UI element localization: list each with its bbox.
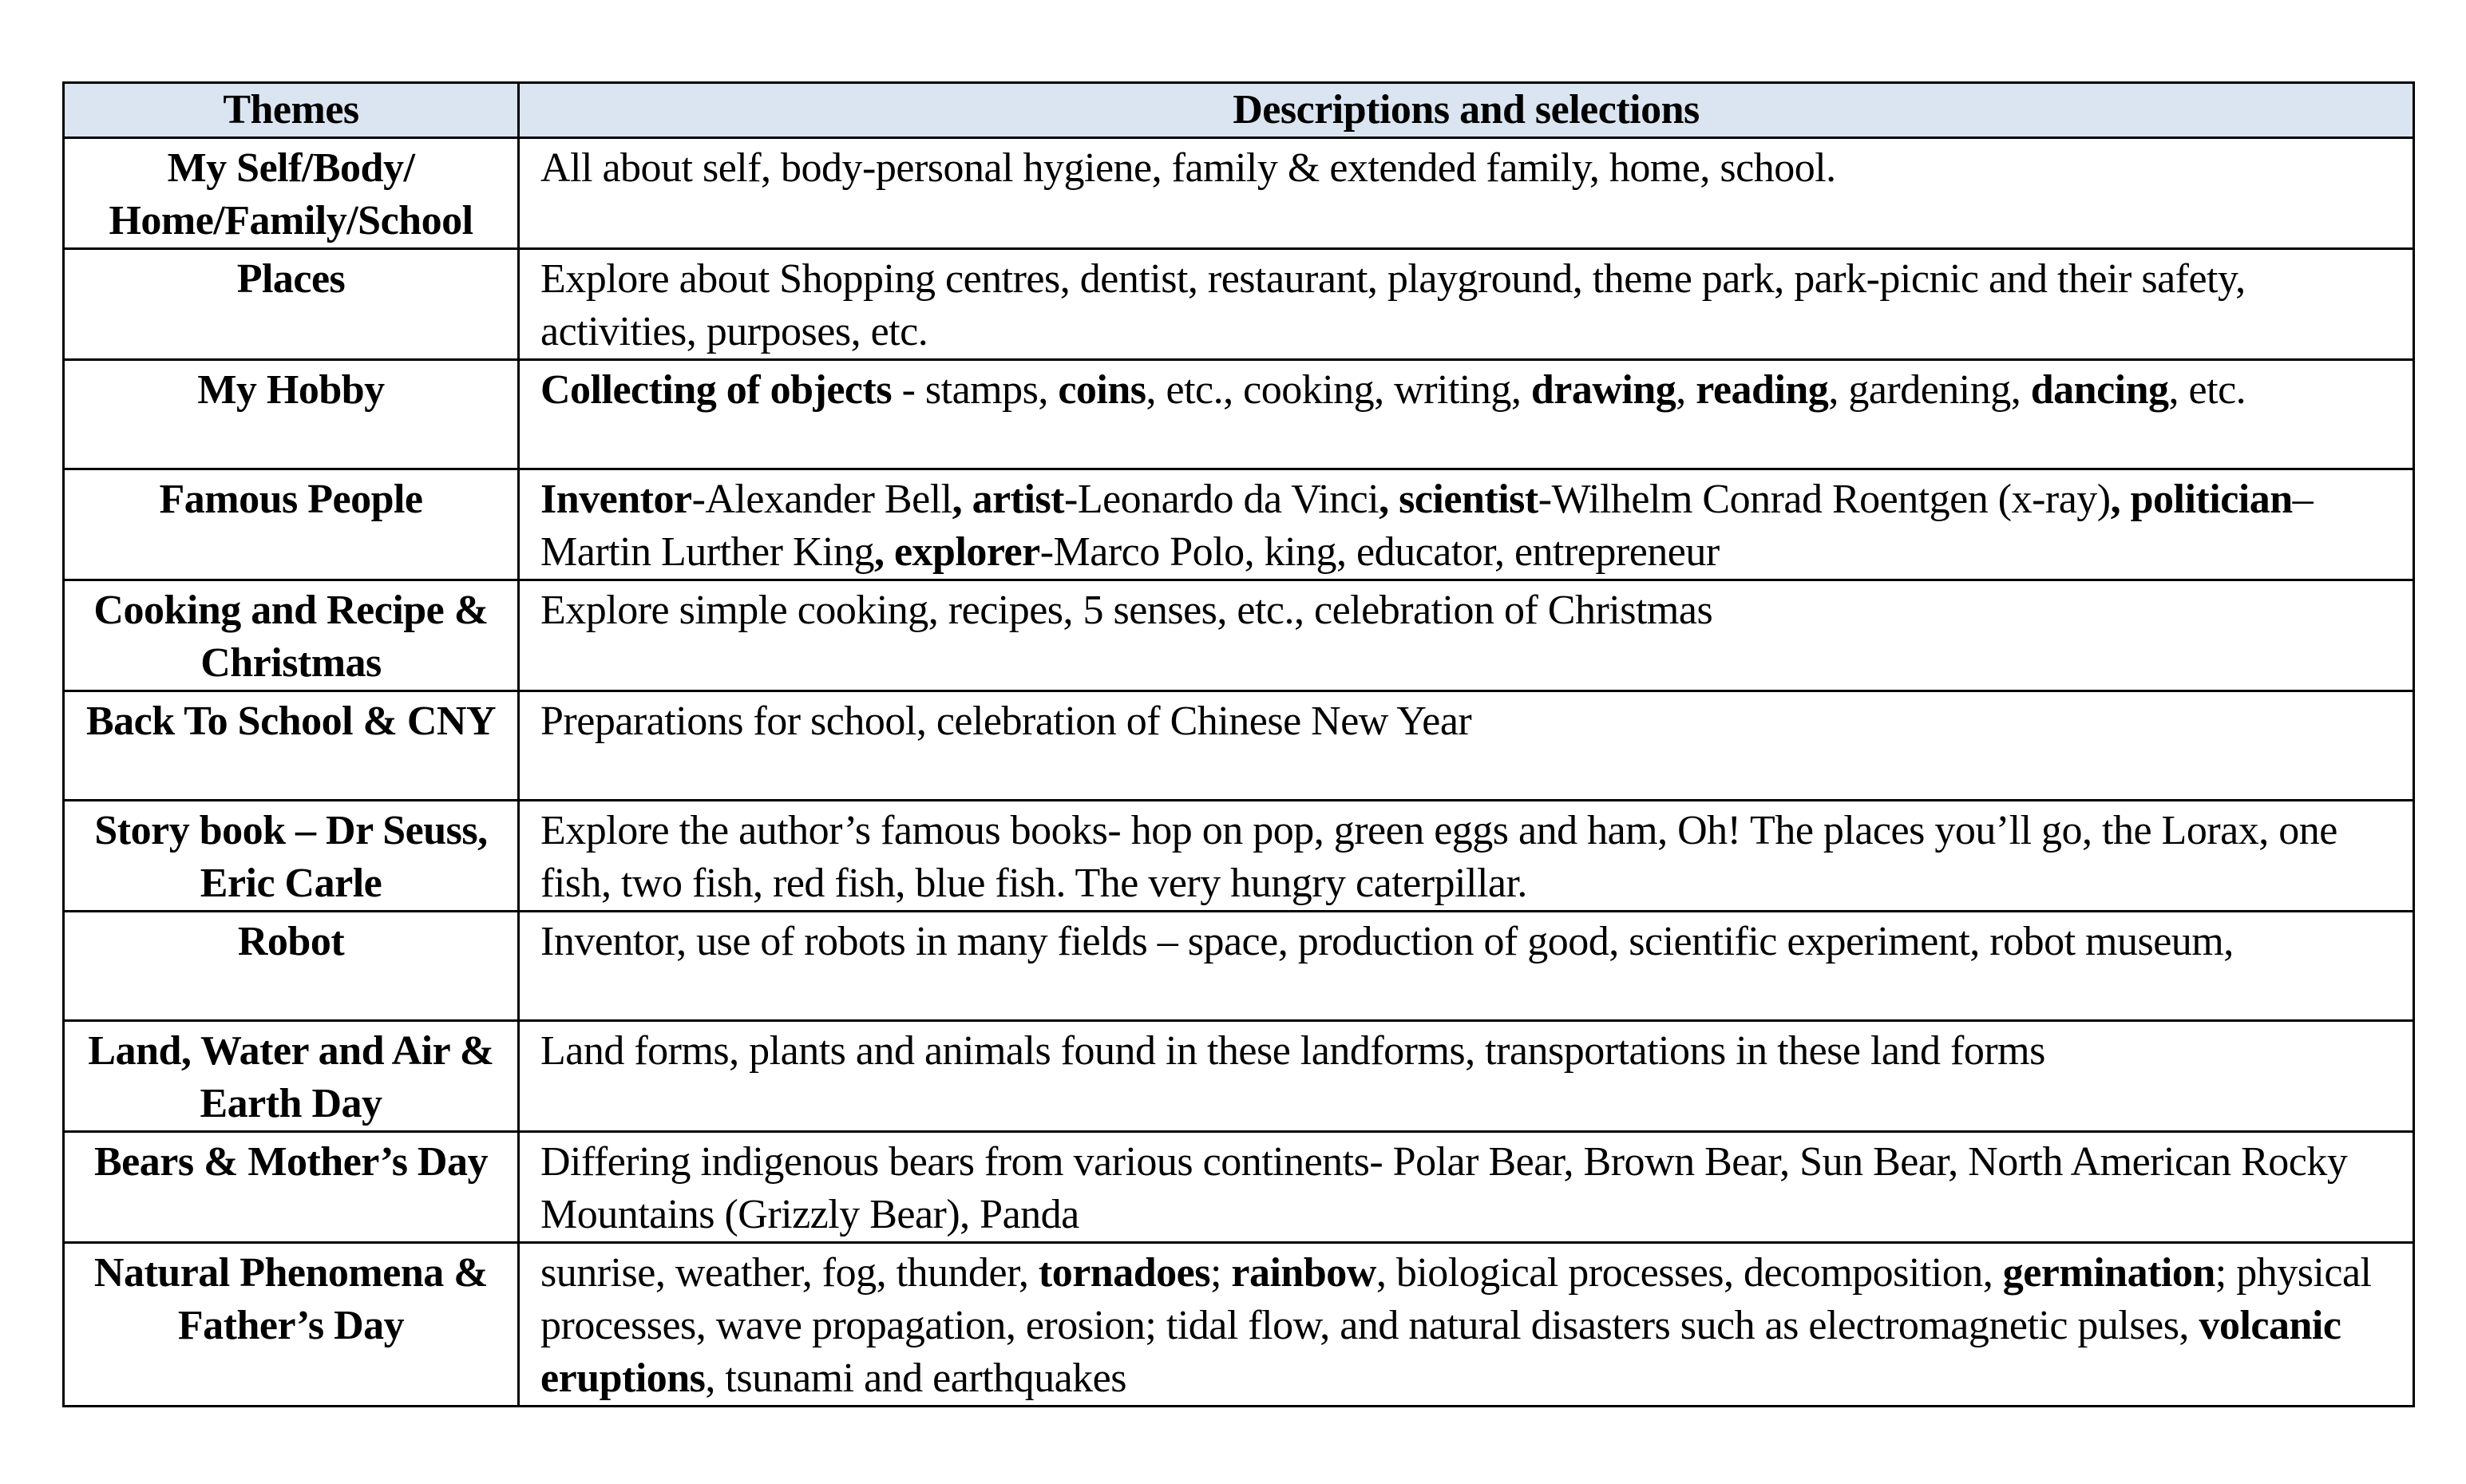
table-row xyxy=(64,801,2414,912)
description-text: –Martin Lurther King xyxy=(540,477,2314,575)
description-cell xyxy=(519,580,2414,691)
description-bold-text: , scientist xyxy=(1379,477,1538,522)
themes-table xyxy=(62,81,2415,1407)
table-row xyxy=(64,912,2414,1021)
description-bold-text: germination xyxy=(2002,1250,2215,1296)
description-cell xyxy=(519,1132,2414,1243)
description-cell xyxy=(519,249,2414,360)
table-header-row xyxy=(64,83,2414,138)
description-text: - stamps, xyxy=(892,367,1059,413)
description-text: -Leonardo da Vinci xyxy=(1064,477,1379,522)
description-text: Land forms, plants and animals found in these landforms, transportations in these land forms xyxy=(540,1028,2045,1074)
description-text: ; xyxy=(1209,1250,1232,1296)
description-bold-text: , explorer xyxy=(873,529,1040,575)
description-text: ; physical processes, wave propagation, erosion; tidal flow, and natural disasters such as electromagnetic pulses, xyxy=(540,1250,2372,1348)
description-text: , xyxy=(1676,367,1696,413)
description-text: , etc., cooking, writing, xyxy=(1146,367,1531,413)
theme-cell: Natural Phenomena & Father’s Day xyxy=(64,1243,519,1407)
column-header-descriptions: Descriptions and selections xyxy=(519,83,2414,138)
description-text: -Wilhelm Conrad Roentgen (x-ray) xyxy=(1538,477,2111,522)
description-text: , tsunami and earthquakes xyxy=(705,1355,1126,1401)
description-text: , gardening, xyxy=(1828,367,2031,413)
description-bold-text: Inventor xyxy=(540,477,692,522)
description-cell xyxy=(519,1243,2414,1407)
description-text: Explore simple cooking, recipes, 5 senses, etc., celebration of Christmas xyxy=(540,588,1713,633)
description-text: , etc. xyxy=(2168,367,2246,413)
description-bold-text: dancing xyxy=(2030,367,2169,413)
description-cell xyxy=(519,138,2414,249)
description-bold-text: Collecting of objects xyxy=(540,367,893,413)
description-bold-text: reading xyxy=(1696,367,1829,413)
theme-cell: Story book – Dr Seuss, Eric Carle xyxy=(64,801,519,912)
description-bold-text: rainbow xyxy=(1231,1250,1376,1296)
table-row xyxy=(64,138,2414,249)
theme-cell: My Hobby xyxy=(64,360,519,469)
description-text: sunrise, weather, fog, thunder, xyxy=(540,1250,1039,1296)
description-text: Explore the author’s famous books- hop on pop, green eggs and ham, Oh! The places you’ll go, the Lorax, one fish, two fish, red fish, blue fish. The very hungry caterpillar. xyxy=(540,808,2337,906)
theme-cell: Places xyxy=(64,249,519,360)
description-cell xyxy=(519,1021,2414,1132)
theme-cell: Cooking and Recipe & Christmas xyxy=(64,580,519,691)
description-text: Inventor, use of robots in many fields – space, production of good, scientific experiment, robot museum, xyxy=(540,919,2234,964)
description-text: Explore about Shopping centres, dentist, restaurant, playground, theme park, park-picnic and their safety, activities, purposes, etc. xyxy=(540,256,2246,354)
description-cell xyxy=(519,801,2414,912)
description-cell xyxy=(519,691,2414,801)
table-row xyxy=(64,691,2414,801)
theme-cell: My Self/Body/ Home/Family/School xyxy=(64,138,519,249)
description-text: Preparations for school, celebration of Chinese New Year xyxy=(540,698,1472,744)
description-bold-text: , artist xyxy=(952,477,1064,522)
description-text: , biological processes, decomposition, xyxy=(1375,1250,2003,1296)
description-text: -Alexander Bell xyxy=(691,477,952,522)
description-bold-text: , politician xyxy=(2110,477,2293,522)
description-bold-text: coins xyxy=(1058,367,1146,413)
theme-cell: Land, Water and Air & Earth Day xyxy=(64,1021,519,1132)
description-bold-text: drawing xyxy=(1530,367,1676,413)
column-header-themes: Themes xyxy=(64,83,519,138)
theme-cell: Bears & Mother’s Day xyxy=(64,1132,519,1243)
table-row xyxy=(64,360,2414,469)
theme-cell: Famous People xyxy=(64,469,519,580)
description-cell xyxy=(519,469,2414,580)
theme-cell: Back To School & CNY xyxy=(64,691,519,801)
description-text: All about self, body-personal hygiene, family & extended family, home, school. xyxy=(540,145,1836,191)
theme-cell: Robot xyxy=(64,912,519,1021)
table-row xyxy=(64,1243,2414,1407)
table-body xyxy=(64,138,2414,1407)
description-cell xyxy=(519,360,2414,469)
table-row xyxy=(64,469,2414,580)
description-bold-text: volcanic eruptions xyxy=(540,1303,2341,1401)
description-text: -Marco Polo, king, educator, entrepreneur xyxy=(1039,529,1720,575)
table-row xyxy=(64,249,2414,360)
table-row xyxy=(64,580,2414,691)
description-cell xyxy=(519,912,2414,1021)
description-text: Differing indigenous bears from various continents- Polar Bear, Brown Bear, Sun Bear, North American Rocky Mountains (Grizzly Bear), Panda xyxy=(540,1139,2348,1237)
table-row xyxy=(64,1021,2414,1132)
table-row xyxy=(64,1132,2414,1243)
description-bold-text: tornadoes xyxy=(1038,1250,1210,1296)
